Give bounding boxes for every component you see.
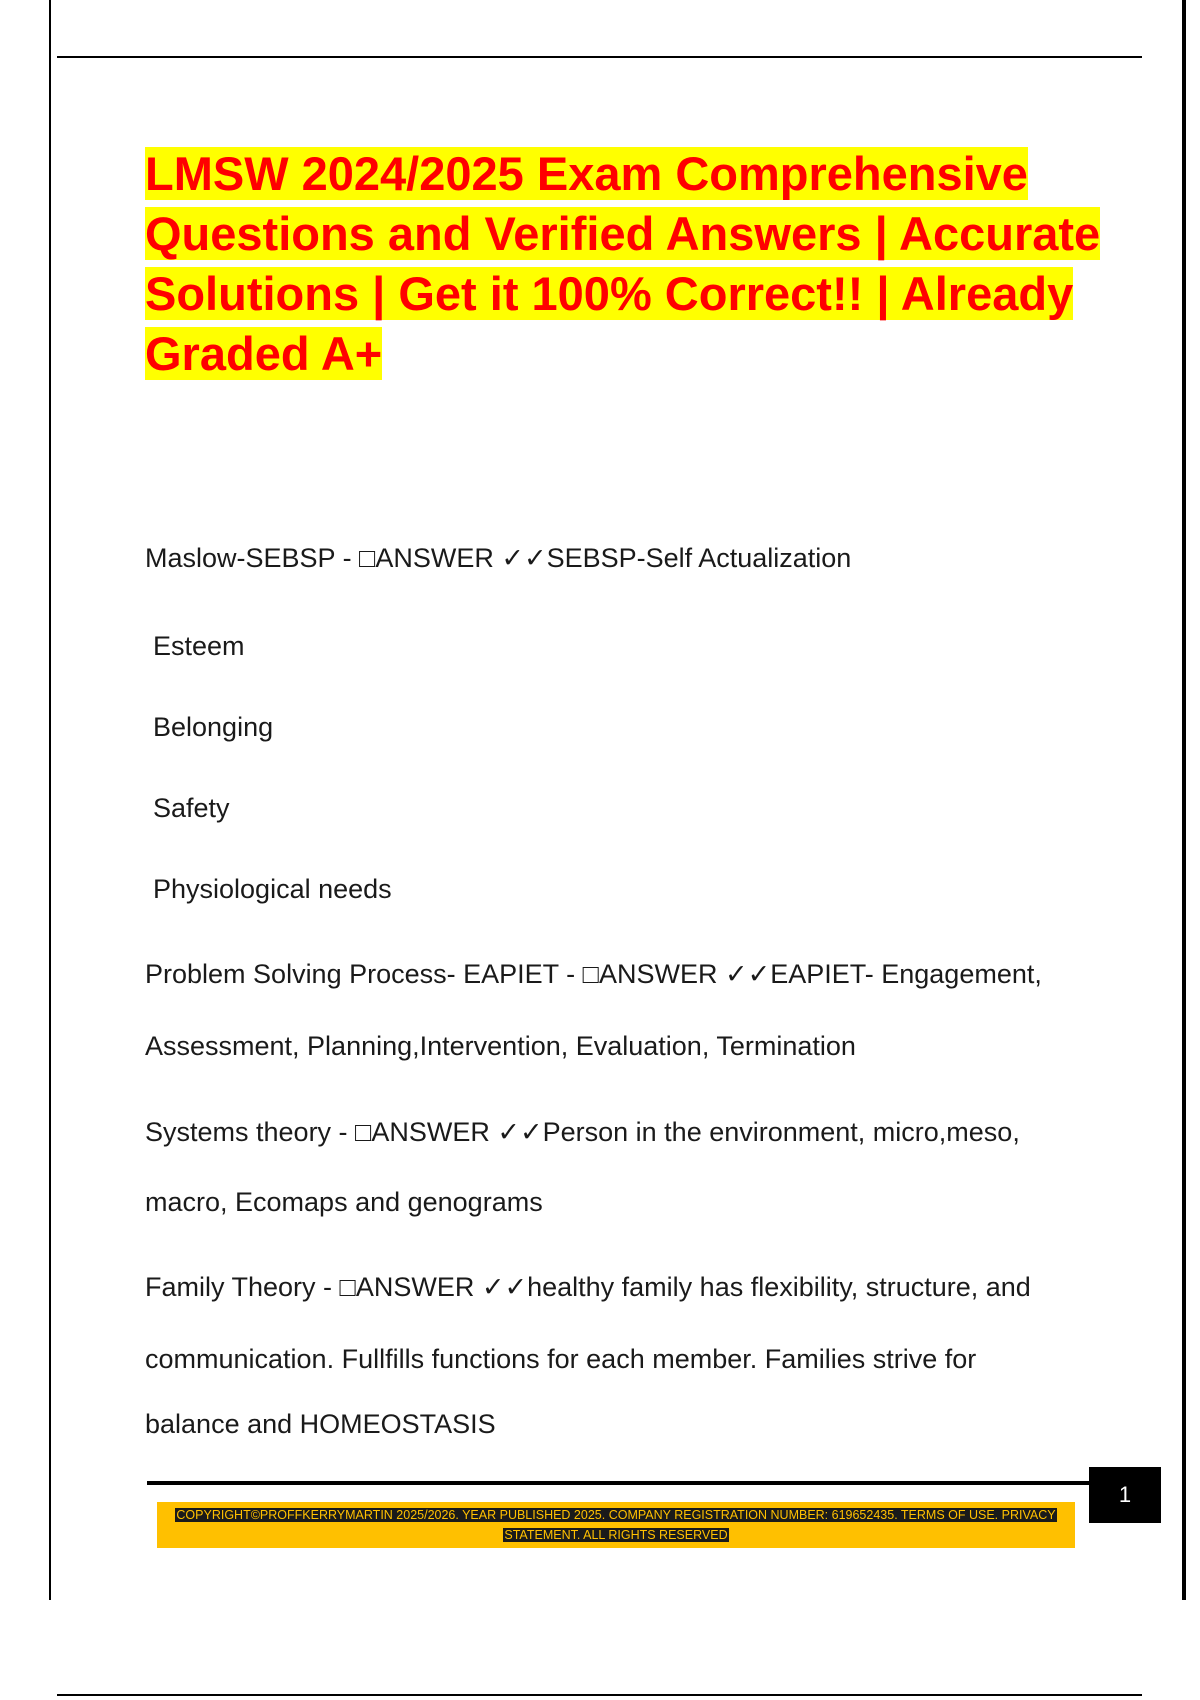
qa-sub-item: Belonging xyxy=(153,712,274,742)
document-title xyxy=(145,144,1105,384)
document-title-text: LMSW 2024/2025 Exam Comprehensive Questions and Verified Answers | Accurate Solutions | Get it 100% Correct!! | Already Graded A+ xyxy=(145,147,1101,380)
page-number: 1 xyxy=(1089,1467,1161,1523)
qa-item-family-theory-line: balance and HOMEOSTASIS xyxy=(145,1409,496,1439)
footer-rule xyxy=(147,1481,1090,1485)
qa-item-problem-solving-line: Problem Solving Process- EAPIET - □ANSWER ✓✓EAPIET- Engagement, xyxy=(145,959,1042,989)
qa-item-family-theory-line: Family Theory - □ANSWER ✓✓healthy family has flexibility, structure, and xyxy=(145,1272,1031,1302)
qa-item-systems-theory-line: Systems theory - □ANSWER ✓✓Person in the environment, micro,meso, xyxy=(145,1117,1020,1147)
header-rule xyxy=(57,56,1142,58)
qa-item-maslow: Maslow-SEBSP - □ANSWER ✓✓SEBSP-Self Actualization xyxy=(145,543,852,573)
next-page-rule xyxy=(57,1694,1142,1696)
page-border-left xyxy=(49,0,51,1600)
qa-sub-item: Esteem xyxy=(153,631,245,661)
qa-sub-item: Safety xyxy=(153,793,230,823)
qa-sub-item: Physiological needs xyxy=(153,874,392,904)
copyright-text: COPYRIGHT©PROFFKERRYMARTIN 2025/2026. YEAR PUBLISHED 2025. COMPANY REGISTRATION NUMBER: 619652435. TERMS OF USE. PRIVACY STATEMENT. ALL RIGHTS RESERVED xyxy=(176,1508,1056,1542)
qa-item-family-theory-line: communication. Fullfills functions for each member. Families strive for xyxy=(145,1344,977,1374)
qa-item-problem-solving-line: Assessment, Planning,Intervention, Evaluation, Termination xyxy=(145,1031,856,1061)
copyright-band xyxy=(157,1502,1075,1548)
page-border-right xyxy=(1182,0,1186,1600)
qa-item-systems-theory-line: macro, Ecomaps and genograms xyxy=(145,1187,543,1217)
